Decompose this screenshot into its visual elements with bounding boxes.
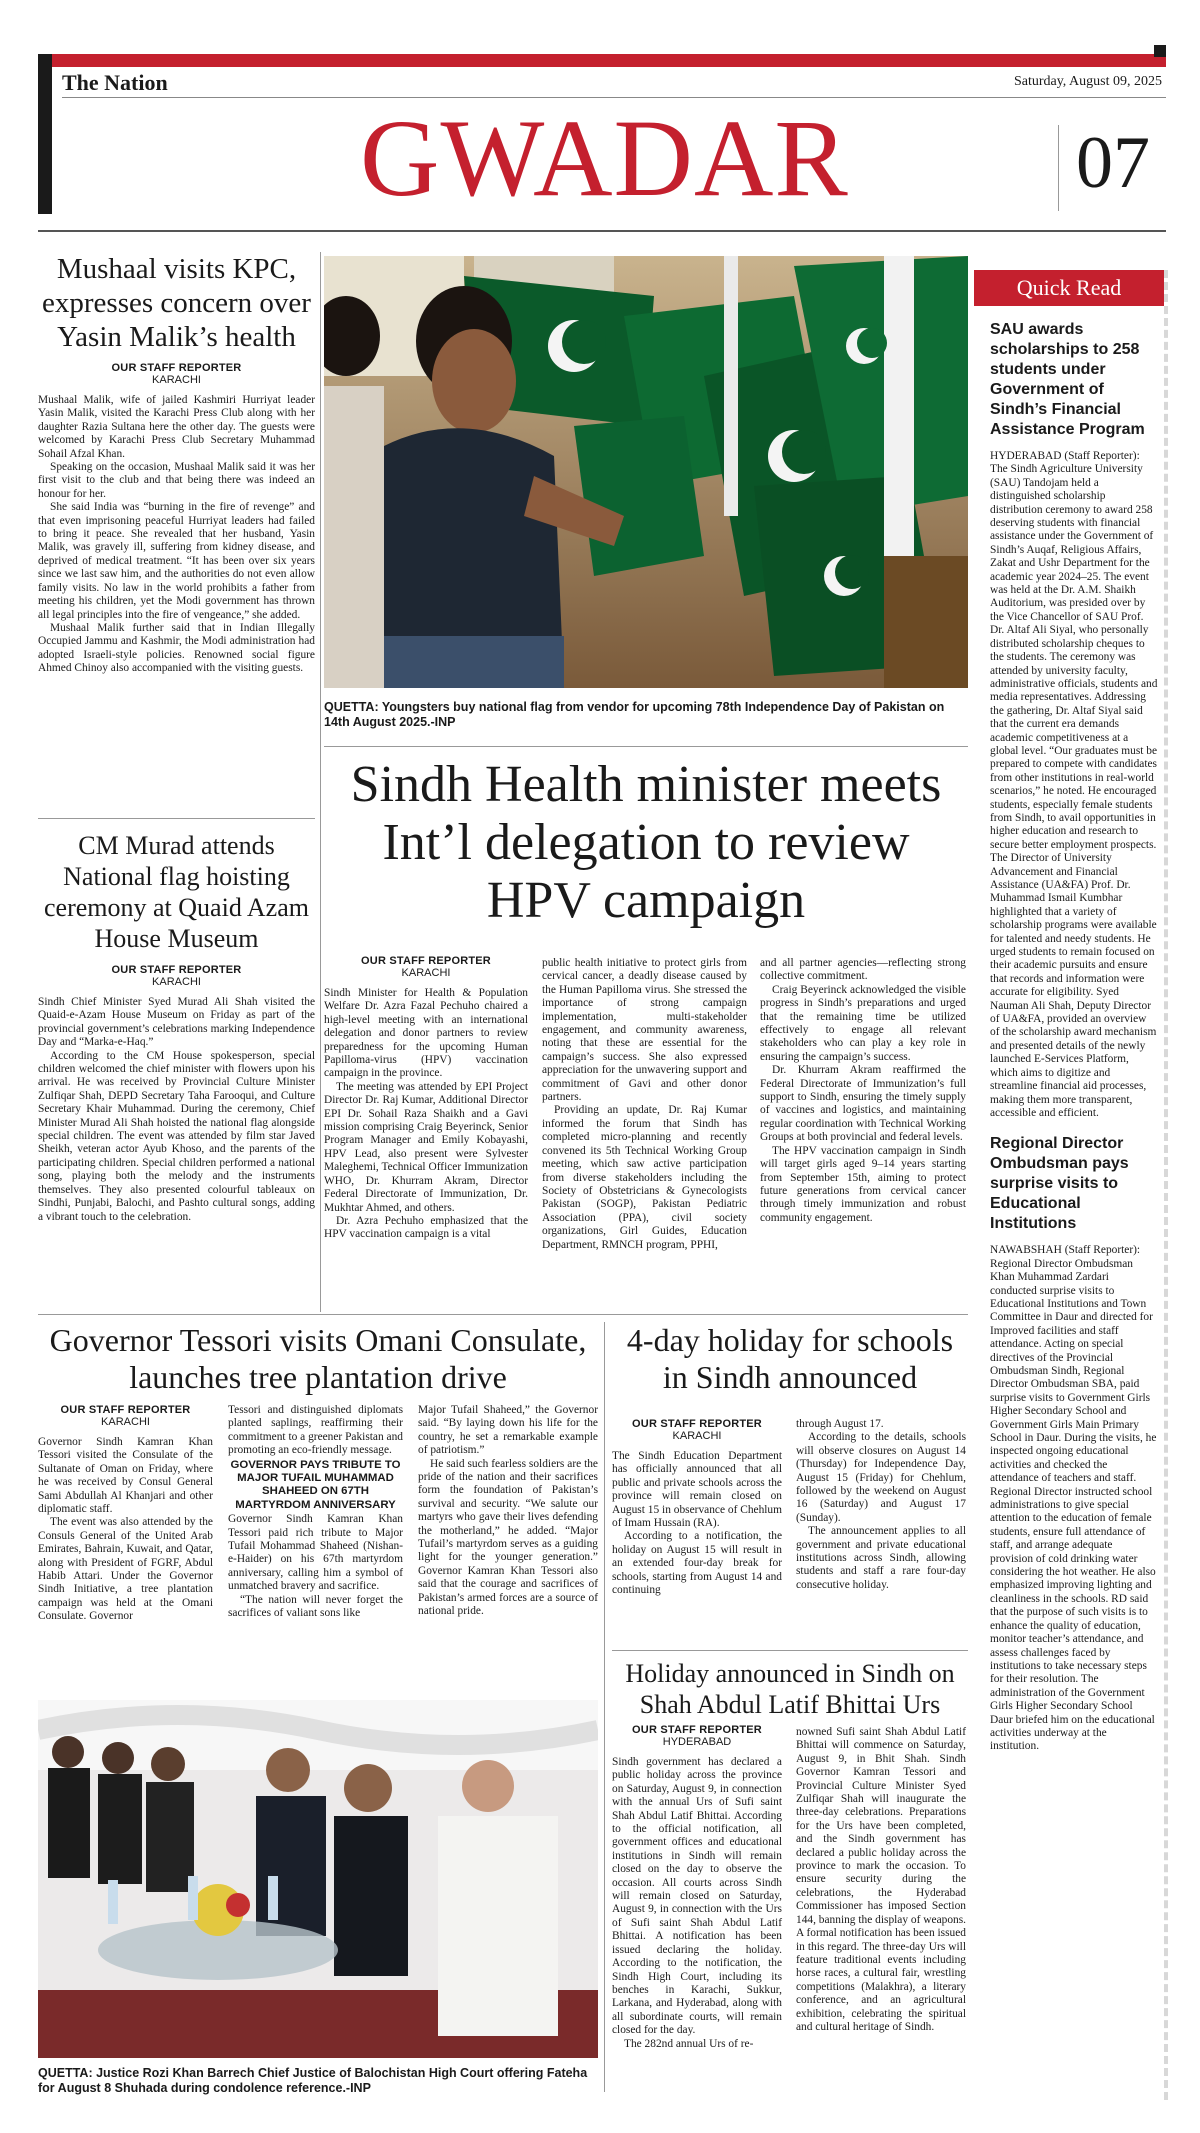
paragraph: public health initiative to protect girls from cervical cancer, a deadly disease caused by the Human Papilloma virus. She stressed the importance of strong campaign implementation, multi-stakeholder engagement, and community awareness, noting that these are essential for the campaign’s success. She also expressed appreciation for the unwavering support and commitment of Gavi and other donor partners. — [542, 957, 747, 1104]
dateline-place: KARACHI — [401, 967, 451, 979]
paragraph: HYDERABAD (Staff Reporter): The Sindh Agriculture University (SAU) Tandojam held a distinguished scholarship distribution ceremony to award 258 deserving students with financial assistance under the Government of Sindh’s Auqaf, Religious Affairs, Zakat and Ushr Department for the academic year 2024–25. The event was held at the Dr. A.M. Shaikh Auditorium, was presided over by the Vice Chancellor of SAU Prof. Dr. Altaf Ali Siyal, who personally distributed scholarship cheques to the students. The ceremony was attended by university faculty, administrative officials, students and media representatives. Addressing the gathering, Dr. Altaf Siyal said that the current era demands academic competitiveness at a global level. “Our graduates must be prepared to compete with candidates from other institutions in real-world scenarios,” he noted. He encouraged students, especially female students from Sindh, to avail opportunities in higher education and research to secure better employment prospects. The Director of University Advancement and Financial Assistance (UA&FA) Prof. Dr. Muhammad Ismail Kumbhar highlighted that a variety of scholarship programs were available for talented and needy students. He urged students to remain focused on their academic pursuits and ensure that records and information were accurate for eligibility. Syed Nauman Ali Shah, Deputy Director of UA&FA, provided an overview of the scholarship award mechanism and presented details of the newly launched E-Services Platform, which aims to digitize and streamline financial aid processes, making them more transparent, accessible and efficient. — [990, 450, 1158, 1119]
quick-read-headline: SAU awards scholarships to 258 students under Government of Sindh’s Financial Assistance Program — [990, 321, 1145, 438]
article-mushaal — [38, 252, 315, 676]
byline: OUR STAFF REPORTER — [111, 362, 242, 374]
paragraph: Mushaal Malik further said that in Indian Illegally Occupied Jammu and Kashmir, the Modi administration had adopted Israeli-style policies. Renowned social figure Ahmed Chinoy also accompanied with the visiting guests. — [38, 621, 315, 675]
section-rule — [612, 1650, 968, 1651]
paragraph: through August 17. — [796, 1418, 884, 1430]
holiday4-column-1 — [612, 1418, 782, 1597]
paragraph: Tessori and distinguished diplomats planted saplings, reaffirming their commitment to a greener Pakistan and promoting an eco-friendly message. — [228, 1404, 403, 1457]
quick-read-panel — [974, 270, 1168, 2100]
paragraph: Providing an update, Dr. Raj Kumar informed the forum that Sindh has completed micro-planning and recently convened its 5th Technical Working Group meeting, which saw active participation from diverse stakeholders including the Society of Obstetricians & Gynecologists Pakistan (SOGP), Pakistan Pediatric Association (PPA), civil society organizations, Girl Guides, Education Department, RMNCH program, PPHI, — [542, 1104, 747, 1251]
paragraph: Sindh government has declared a public holiday across the province on Saturday, August 9, in connection with the annual Urs of Sufi saint Shah Abdul Latif Bhittai. According to the official notification, all government offices and educational institutions in Sindh will remain closed on the day to observe the occasion. All courts across Sindh will remain closed on Saturday, August 9, in connection with the Urs of Sufi saint Shah Abdul Latif Bhittai. A notification has been issued declaring the holiday. According to the notification, the Sindh High Court, including its benches in Karachi, Sukkur, Larkana, and Hyderabad, along with all subordinate courts, will remain closed for the day. — [612, 1756, 782, 2037]
paragraph: Governor Sindh Kamran Khan Tessori visited the Consulate of the Sultanate of Oman on Friday, where he was received by Consul General Sami Abdullah Al Khanjari and other diplomatic staff. — [38, 1436, 213, 1516]
bhittai-column-1 — [612, 1724, 782, 2051]
condolence-illustration — [38, 1700, 598, 2058]
article-cm-murad — [38, 830, 315, 1224]
column-rule — [38, 818, 315, 819]
byline: OUR STAFF REPORTER — [632, 1418, 762, 1430]
masthead-bottom-rule — [38, 230, 1166, 232]
byline: OUR STAFF REPORTER — [60, 1404, 191, 1416]
dateline-place: KARACHI — [152, 374, 201, 386]
dateline-place: HYDERABAD — [662, 1736, 732, 1748]
section-rule — [324, 746, 968, 747]
bystander-figure — [324, 296, 384, 688]
quick-read-body — [990, 1244, 1158, 1753]
flag-vendor-illustration — [324, 256, 968, 688]
headline: 4-day holiday for schools in Sindh announced — [626, 1322, 954, 1395]
tessori-column-3 — [418, 1404, 598, 1619]
paragraph: The 282nd annual Urs of re- — [624, 2037, 754, 2050]
quick-read-headline: Regional Director Ombudsman pays surprise visits to Educational Institutions — [990, 1135, 1129, 1233]
paragraph: and all partner agencies—reflecting strong collective commitment. — [760, 957, 966, 983]
paragraph: She said India was “burning in the fire of revenge” and that even imprisoning peaceful Hurriyat leaders had failed to bring it peace. She revealed that her husband, Yasin Malik, was gravely ill, suffering from kidney disease, and deprived of medical treatment. “It has been over six years since we last saw him, and the authorities do not even allow family visits. No law in the world prohibits a father from meeting his children, yet the Modi government has thrown all legal principles into the fire of vengeance,” she added. — [38, 501, 315, 621]
paragraph: “The nation will never forget the sacrifices of valiant sons like — [228, 1593, 403, 1620]
hpv-column-1 — [324, 955, 528, 1242]
byline: OUR STAFF REPORTER — [632, 1724, 762, 1736]
dateline-place: KARACHI — [152, 976, 201, 988]
headline: Holiday announced in Sindh on Shah Abdul Latif Bhittai Urs — [625, 1659, 955, 1719]
hpv-column-2 — [542, 957, 747, 1252]
paragraph: Craig Beyerinck acknowledged the visible progress in Sindh’s preparations and urged that the remaining time be utilized effectively to engage all relevant stakeholders who can play a key role in ensuring the campaign’s success. — [760, 983, 966, 1063]
article-body — [612, 1756, 782, 2051]
article-body — [38, 996, 315, 1224]
masthead-red-bar — [38, 54, 1166, 67]
article-body — [38, 1436, 213, 1624]
paper-name: The Nation — [62, 70, 168, 95]
photo-caption: QUETTA: Justice Rozi Khan Barrech Chief Justice of Balochistan High Court offering Fateha for August 8 Shuhada during condolence reference.-INP — [38, 2066, 588, 2095]
section-rule — [38, 1314, 968, 1315]
headline: CM Murad attends National flag hoisting ceremony at Quaid Azam House Museum — [44, 831, 309, 953]
tessori-column-2 — [228, 1404, 403, 1621]
quick-read-item — [974, 1120, 1164, 1753]
byline: OUR STAFF REPORTER — [111, 964, 242, 976]
paragraph: Dr. Azra Pechuho emphasized that the HPV vaccination campaign is a vital — [324, 1214, 528, 1241]
headline: Governor Tessori visits Omani Consulate, launches tree plantation drive — [49, 1322, 587, 1395]
paragraph: Dr. Khurram Akram reaffirmed the Federal Directorate of Immunization’s full support to Sindh, ensuring the timely supply of vaccines and logistics, and maintaining regular coordination with Technical Working Groups at both provincial and federal levels. — [760, 1064, 966, 1144]
quick-read-item — [974, 306, 1164, 1120]
article-body — [228, 1513, 403, 1620]
article-body — [324, 987, 528, 1242]
headline: Mushaal visits KPC, expresses concern over Yasin Malik’s health — [42, 253, 311, 353]
condolence-photo — [38, 1700, 598, 2058]
paragraph: The HPV vaccination campaign in Sindh will target girls aged 9–14 years starting from September 15th, aiming to protect future generations from cervical cancer through timely immunization and robust community engagement. — [760, 1144, 966, 1224]
paragraph: The event was also attended by the Consuls General of the United Arab Emirates, Bahrain, Kuwait, and Qatar, along with President of FGRF, Abdul Habib Attari. Under the Governor Sindh Initiative, a tree plantation campaign was held at the Omani Consulate. Governor — [38, 1516, 213, 1623]
dateline-place: KARACHI — [672, 1430, 722, 1442]
issue-date: Saturday, August 09, 2025 — [1013, 74, 1162, 89]
page-number-divider — [1058, 125, 1059, 211]
photo-caption: QUETTA: Youngsters buy national flag from vendor for upcoming 78th Independence Day of Pakistan on 14th August 2025.-INP — [324, 700, 945, 729]
section-title: GWADAR — [360, 97, 849, 219]
lead-headline: Sindh Health minister meets Int’l delegation to review HPV campaign — [350, 756, 942, 929]
tessori-column-1 — [38, 1404, 213, 1624]
paragraph: nowned Sufi saint Shah Abdul Latif Bhittai will commence on Saturday, August 9, in Bhit Shah. Sindh Governor Kamran Tessori and Provincial Culture Minister Syed Zulfiqar Shah will inaugurate the three-day celebrations. Preparations for the Urs have been completed, and the Sindh government has declared a public holiday across the province to mark the occasion. To ensure security during the celebrations, the Hyderabad Commissioner has imposed Section 144, banning the display of weapons. A formal notification has been issued in this regard. The three-day Urs will feature traditional events including horse races, a cultural fair, wrestling competitions (Malakhra), a literary conference, and an agricultural exhibition, celebrating the spiritual and cultural heritage of Sindh. — [796, 1726, 966, 2033]
paragraph: He said such fearless soldiers are the pride of the nation and their sacrifices form the foundation of Pakistan’s survival and security. “We salute our martyrs who gave their lives defending the motherland,” he added. “Major Tufail’s martyrdom serves as a guiding light for the younger generation.” Governor Kamran Khan Tessori also said that the courage and sacrifices of Pakistan’s armed forces are a source of national pride. — [418, 1457, 598, 1618]
subhead: GOVERNOR PAYS TRIBUTE TO MAJOR TUFAIL MUHAMMAD SHAHEED ON 67TH MARTYRDOM ANNIVERSARY — [230, 1458, 401, 1511]
paragraph: Major Tufail Shaheed,” the Governor said. “By laying down his life for the country, he set a remarkable example of patriotism.” — [418, 1404, 598, 1457]
page-number: 07 — [1076, 122, 1150, 204]
paragraph: Sindh Minister for Health & Population Welfare Dr. Azra Fazal Pechuho chaired a high-level meeting with an international delegation and donor partners to review preparedness for the upcoming Human Papilloma-virus (HPV) vaccination campaign in the province. — [324, 987, 528, 1080]
dateline-place: KARACHI — [101, 1416, 150, 1428]
column-divider — [320, 252, 321, 1312]
bhittai-column-2 — [796, 1726, 966, 2034]
masthead-bar-tip — [1154, 45, 1166, 57]
hpv-column-3 — [760, 957, 966, 1225]
article-body — [228, 1404, 403, 1458]
paragraph: Mushaal Malik, wife of jailed Kashmiri Hurriyat leader Yasin Malik, visited the Karachi Press Club along with her daughter Razia Sultana here the other day. The guests were welcomed by Karachi Press Club Secretary Muhammad Sohail Afzal Khan. — [38, 394, 315, 460]
paragraph: According to the details, schools will observe closures on August 14 (Thursday) for Independence Day, August 15 (Friday) for Chehlum, followed by the weekend on August 16 (Saturday) and August 17 (Sunday). — [796, 1431, 966, 1524]
quick-read-body — [990, 450, 1158, 1120]
paragraph: Sindh Chief Minister Syed Murad Ali Shah visited the Quaid-e-Azam House Museum on Friday as part of the provincial government’s celebrations marking Independence Day and “Marka-e-Haq.” — [38, 996, 315, 1049]
paragraph: The meeting was attended by EPI Project Director Dr. Raj Kumar, Additional Director EPI Dr. Sohail Raza Shaikh and a Gavi mission comprising Craig Beyerinck, Senior Program Manager and Emily Kobayashi, HPV Lead, also present were Sylvester Maleghemi, Technical Officer Immunization WHO, Dr. Khurram Akram, Director Federal Directorate of Immunization, Dr. Mukhtar Ahmed, and others. — [324, 1080, 528, 1214]
article-body — [612, 1450, 782, 1597]
flag-vendor-photo — [324, 256, 968, 688]
paragraph: According to a notification, the holiday on August 15 will result in an extended four-day break for schools, starting from August 14 and continuing — [612, 1530, 782, 1597]
paragraph: The announcement applies to all government and private educational institutions across Sindh, allowing students and staff a rare four-day consecutive holiday. — [796, 1525, 966, 1591]
paragraph: Speaking on the occasion, Mushaal Malik said it was her first visit to the club and that being there was indeed an honour for her. — [38, 461, 315, 500]
masthead-left-bar — [38, 54, 52, 214]
paragraph: According to the CM House spokesperson, special children welcomed the chief minister with flowers upon his arrival. He was received by Provincial Culture Minister Zulfiqar Shah, DEPD Secretary Taha Farooqui, and Culture Secretary Khair Muhammad. During the ceremony, Chief Minister Murad Ali Shah hoisted the national flag alongside special children. The event was attended by film star Javed Sheikh, veteran actor Ayub Khoso, and the parents of the participating children. Special children performed a national song, playing both the melody and the instruments themselves. They also presented colourful tableaux on Sindhi, Punjabi, Balochi, and Pashto cultural songs, adding a vibrant touch to the celebration. — [38, 1049, 315, 1223]
article-body — [38, 394, 315, 676]
paragraph: NAWABSHAH (Staff Reporter): Regional Director Ombudsman Khan Muhammad Zardari conducted surprise visits to Educational Institutions and Town Committee in Daur and directed for Improved facilities and staff attendance. Acting on special directives of the Provincial Ombudsman Sindh, Regional Director Ombudsman SBA, paid surprise visits to Government Girls Higher Secondary School and Government Girls Main Primary School in Daur. During the visits, he inspected ongoing educational activities and checked the attendance of teachers and staff. Regional Director instructed school administrations to give special attention to the education of female students, ensure full attendance of staff, and arrange adequate provision of cold drinking water considering the hot weather. He also emphasized improving lighting and cleanliness in the schools. RD said that the purpose of such visits is to enhance the quality of education, monitor teacher’s attendance, and assess challenges faced by institutions to take necessary steps for their resolution. The administration of the Government Girls Higher Secondary School Daur briefed him on the educational activities underway at the institution. — [990, 1244, 1157, 1753]
holiday4-column-2 — [796, 1418, 966, 1592]
paragraph: The Sindh Education Department has officially announced that all public and private schools across the province will remain closed on August 15 in observance of Chehlum of Imam Hussain (RA). — [612, 1450, 782, 1530]
byline: OUR STAFF REPORTER — [361, 955, 491, 967]
paragraph: Governor Sindh Kamran Khan Tessori paid rich tribute to Major Tufail Mohammad Shaheed (Nishan-e-Haider) on his 67th martyrdom anniversary, calling him a symbol of unmatched bravery and sacrifice. — [228, 1513, 403, 1593]
quick-read-label: Quick Read — [974, 270, 1164, 306]
column-divider — [604, 1322, 605, 2092]
